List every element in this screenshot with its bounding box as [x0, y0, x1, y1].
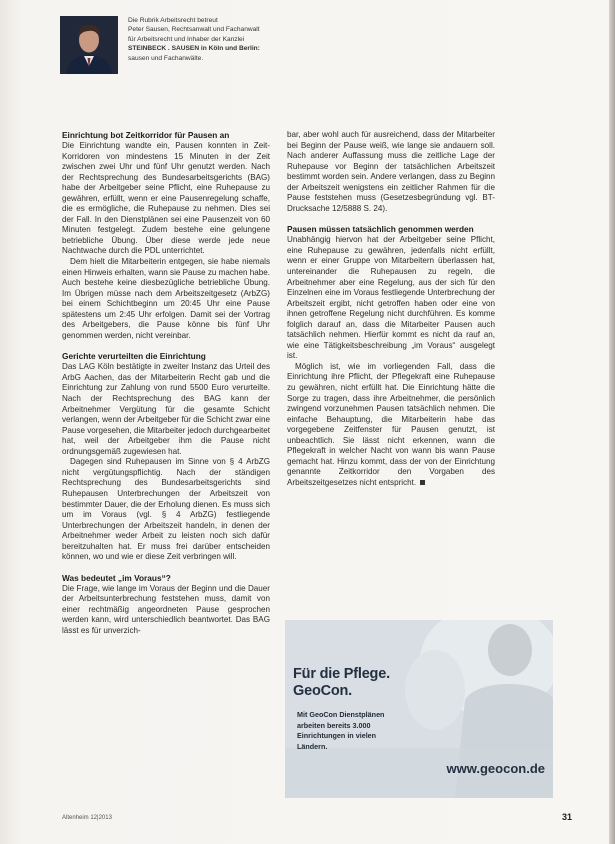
- author-line-1: Die Rubrik Arbeitsrecht betreut: [128, 17, 218, 24]
- paragraph: Dagegen sind Ruhepausen im Sinne von § 4 ArbZG nicht vergütungspflichtig. Nach der ständigen Rechtsprechung des Bundesarbeitsgerichts sind Ruhepausen Unterbrechungen der Arbeitszeit von bestimmter Dauer, die der Erholung dienen. Es muss sich um im Voraus (vgl. § 4 ArbZG) festliegende Unterbrechungen der Arbeitszeit handeln, in denen der Arbeitnehmer weder Arbeit zu leisten noch sich dafür bereitzuhalten hat. Er muss frei darüber entscheiden können, wo und wie er diese Zeit verbringen will.: [62, 457, 270, 562]
- ad-body: [297, 710, 407, 752]
- paragraph: Die Frage, wie lange im Voraus der Beginn und die Dauer der Arbeitsunterbrechung feststehen muss, damit von einer rechtmäßig angeordneten Pause gesprochen werden kann, wird unterschiedlich beantwortet. Das BAG lässt es für unverzich-: [62, 583, 270, 635]
- ad-body-line: Einrichtungen in vielen: [297, 731, 377, 740]
- section-heading: Pausen müssen tatsächlich genommen werden: [287, 224, 474, 235]
- paragraph: Unabhängig hiervon hat der Arbeitgeber seine Pflicht, eine Ruhepause zu gewähren, jedenfalls nicht erfüllt, wenn er einer Gruppe von Mitarbeitern überlassen hat, untereinander die Ruhepausen zu regeln, die Arbeitnehmer aber eine Regelung, aus der sich für den Einzelnen eine im Voraus festliegende Unterbrechung der Arbeitszeit ergibt, nicht getroffen haben oder eine von ihnen getroffene Regelung nicht durchführen. Es komme folglich darauf an, dass die Mitarbeiter Pausen auch tatsächlich nehmen. Hierfür kommt es nicht da rauf an, wie eine Tätigkeitsbeschreibung „im Voraus“ ausgelegt ist.: [287, 235, 495, 361]
- ad-headline-line-1: Für die Pflege.: [293, 666, 390, 682]
- paragraph: Die Einrichtung wandte ein, Pausen konnten in Zeit-Korridoren von mindestens 15 Minuten in der Zeit zwischen zwei Uhr und fünf Uhr genutzt werden. Nach der Rechtsprechung des Bundesarbeitsgerichts (BAG) habe der Arbeitgeber seine Pflicht, eine Ruhepause zu gewähren, erfüllt, wenn er eine Pausenregelung schaffe, die es ermögliche, die Ruhepause zu nehmen. Dies sei der Fall. In den Dienstplänen sei eine Pausenzeit von 60 Minuten festgelegt. Zudem bestehe eine gelungene betriebliche Übung. Über diese werde jede neue Nachtwache durch die PDL unterrichtet.: [62, 141, 270, 256]
- paragraph: [287, 362, 495, 489]
- ad-headline: [293, 666, 390, 700]
- author-line-4: STEINBECK . SAUSEN in Köln und Berlin:: [128, 45, 260, 53]
- paragraph: Dem hielt die Mitarbeiterin entgegen, sie habe niemals einen Hinweis erhalten, wann sie Pause zu machen habe. Auch bestehe keine diesbezügliche betriebliche Übung. Im Übrigen müsse nach dem Arbeitszeitgesetz (ArbZG) bei einem Schichtbeginn um 20:45 Uhr eine Pause spätestens um 2:45 Uhr erfolgen. Damit sei der Vortrag des Arbeitgebers, die Pause könne bis fünf Uhr genommen werden, nicht vereinbar.: [62, 257, 270, 340]
- advertisement[interactable]: [285, 620, 553, 798]
- ad-body-line: arbeiten bereits 3.000: [297, 720, 371, 730]
- section-heading: Gerichte verurteilten die Einrichtung: [62, 351, 206, 362]
- section-heading: Was bedeutet „im Voraus“?: [62, 572, 171, 583]
- left-column: [62, 130, 270, 637]
- author-portrait-icon: [60, 16, 118, 74]
- author-info: [128, 16, 378, 63]
- paragraph: bar, aber wohl auch für ausreichend, dass der Mitarbeiter bei Beginn der Pause weiß, wie lange sie andauern soll. Nach anderer Auffassung muss die zeitliche Lage der Ruhepause vor Beginn der tatsächlichen Arbeitszeit bestimmt worden sein. Andere verlangen, dass zu Beginn der Arbeitszeit wenigstens ein zeitlicher Rahmen für die Pause feststehen muss (Gesetzesbegründung vgl. BT-Drucksache 12/5888 S. 24).: [287, 130, 495, 213]
- footer-publication: Altenheim 12|2013: [62, 815, 112, 821]
- author-box: [60, 16, 372, 74]
- section-heading: Einrichtung bot Zeitkorridor für Pausen an: [62, 130, 230, 140]
- ad-url-link[interactable]: www.geocon.de: [446, 761, 545, 776]
- author-photo: [60, 16, 118, 74]
- ad-body-line: Mit GeoCon Dienstplänen: [297, 710, 385, 719]
- article-end-icon: [420, 480, 425, 485]
- paragraph-text: Möglich ist, wie im vorliegenden Fall, dass die Einrichtung ihre Pflicht, der Pflegekraft eine Ruhepause zu gewähren, nicht erfüllt hat. Die Einrichtung hätte die Sorge zu tragen, dass ihre Arbeitnehmer, die persönlich zwingend vorzunehmen Pausen tatsächlich nehmen. Die einfache Behauptung, die Mitarbeiterin habe das vorgegebene Zeitfenster für Pausen genutzt, ist unbeachtlich. Sie lässt nicht erkennen, wann die Pflegekraft in welcher Nacht von wann bis wann Pause gemacht hat. Hinzu kommt, dass der von der Einrichtung genannte Zeitkorridor den Vorgaben des Arbeitszeitgesetzes nicht entspricht.: [287, 361, 495, 487]
- page-number: 31: [562, 812, 573, 822]
- right-column: [287, 130, 495, 489]
- ad-body-line: Ländern.: [297, 741, 328, 751]
- ad-headline-line-2: GeoCon.: [293, 683, 353, 699]
- author-line-3: für Arbeitsrecht und Inhaber der Kanzlei: [128, 35, 245, 43]
- paragraph: Das LAG Köln bestätigte in zweiter Instanz das Urteil des ArbG Aachen, das der Mitarbeiterin Recht gab und die Einrichtung zur Zahlung von rund 5500 Euro verurteilte. Nach der Rechtsprechung des BAG kann der Arbeitnehmer Vergütung für die gesamte Schicht verlangen, wenn der Arbeitgeber für die Schicht zwar eine Pause vorgesehen, die Mitarbeiter jedoch durchgearbeitet hat, weil der Arbeitgeber ihm die Pause nicht ordnungsgemäß zugewiesen hat.: [62, 362, 270, 456]
- author-line-5: sausen und Fachanwälte.: [128, 54, 204, 62]
- page-edge-shadow: [609, 0, 615, 844]
- author-line-2: Peter Sausen, Rechtsanwalt und Fachanwalt: [128, 26, 260, 34]
